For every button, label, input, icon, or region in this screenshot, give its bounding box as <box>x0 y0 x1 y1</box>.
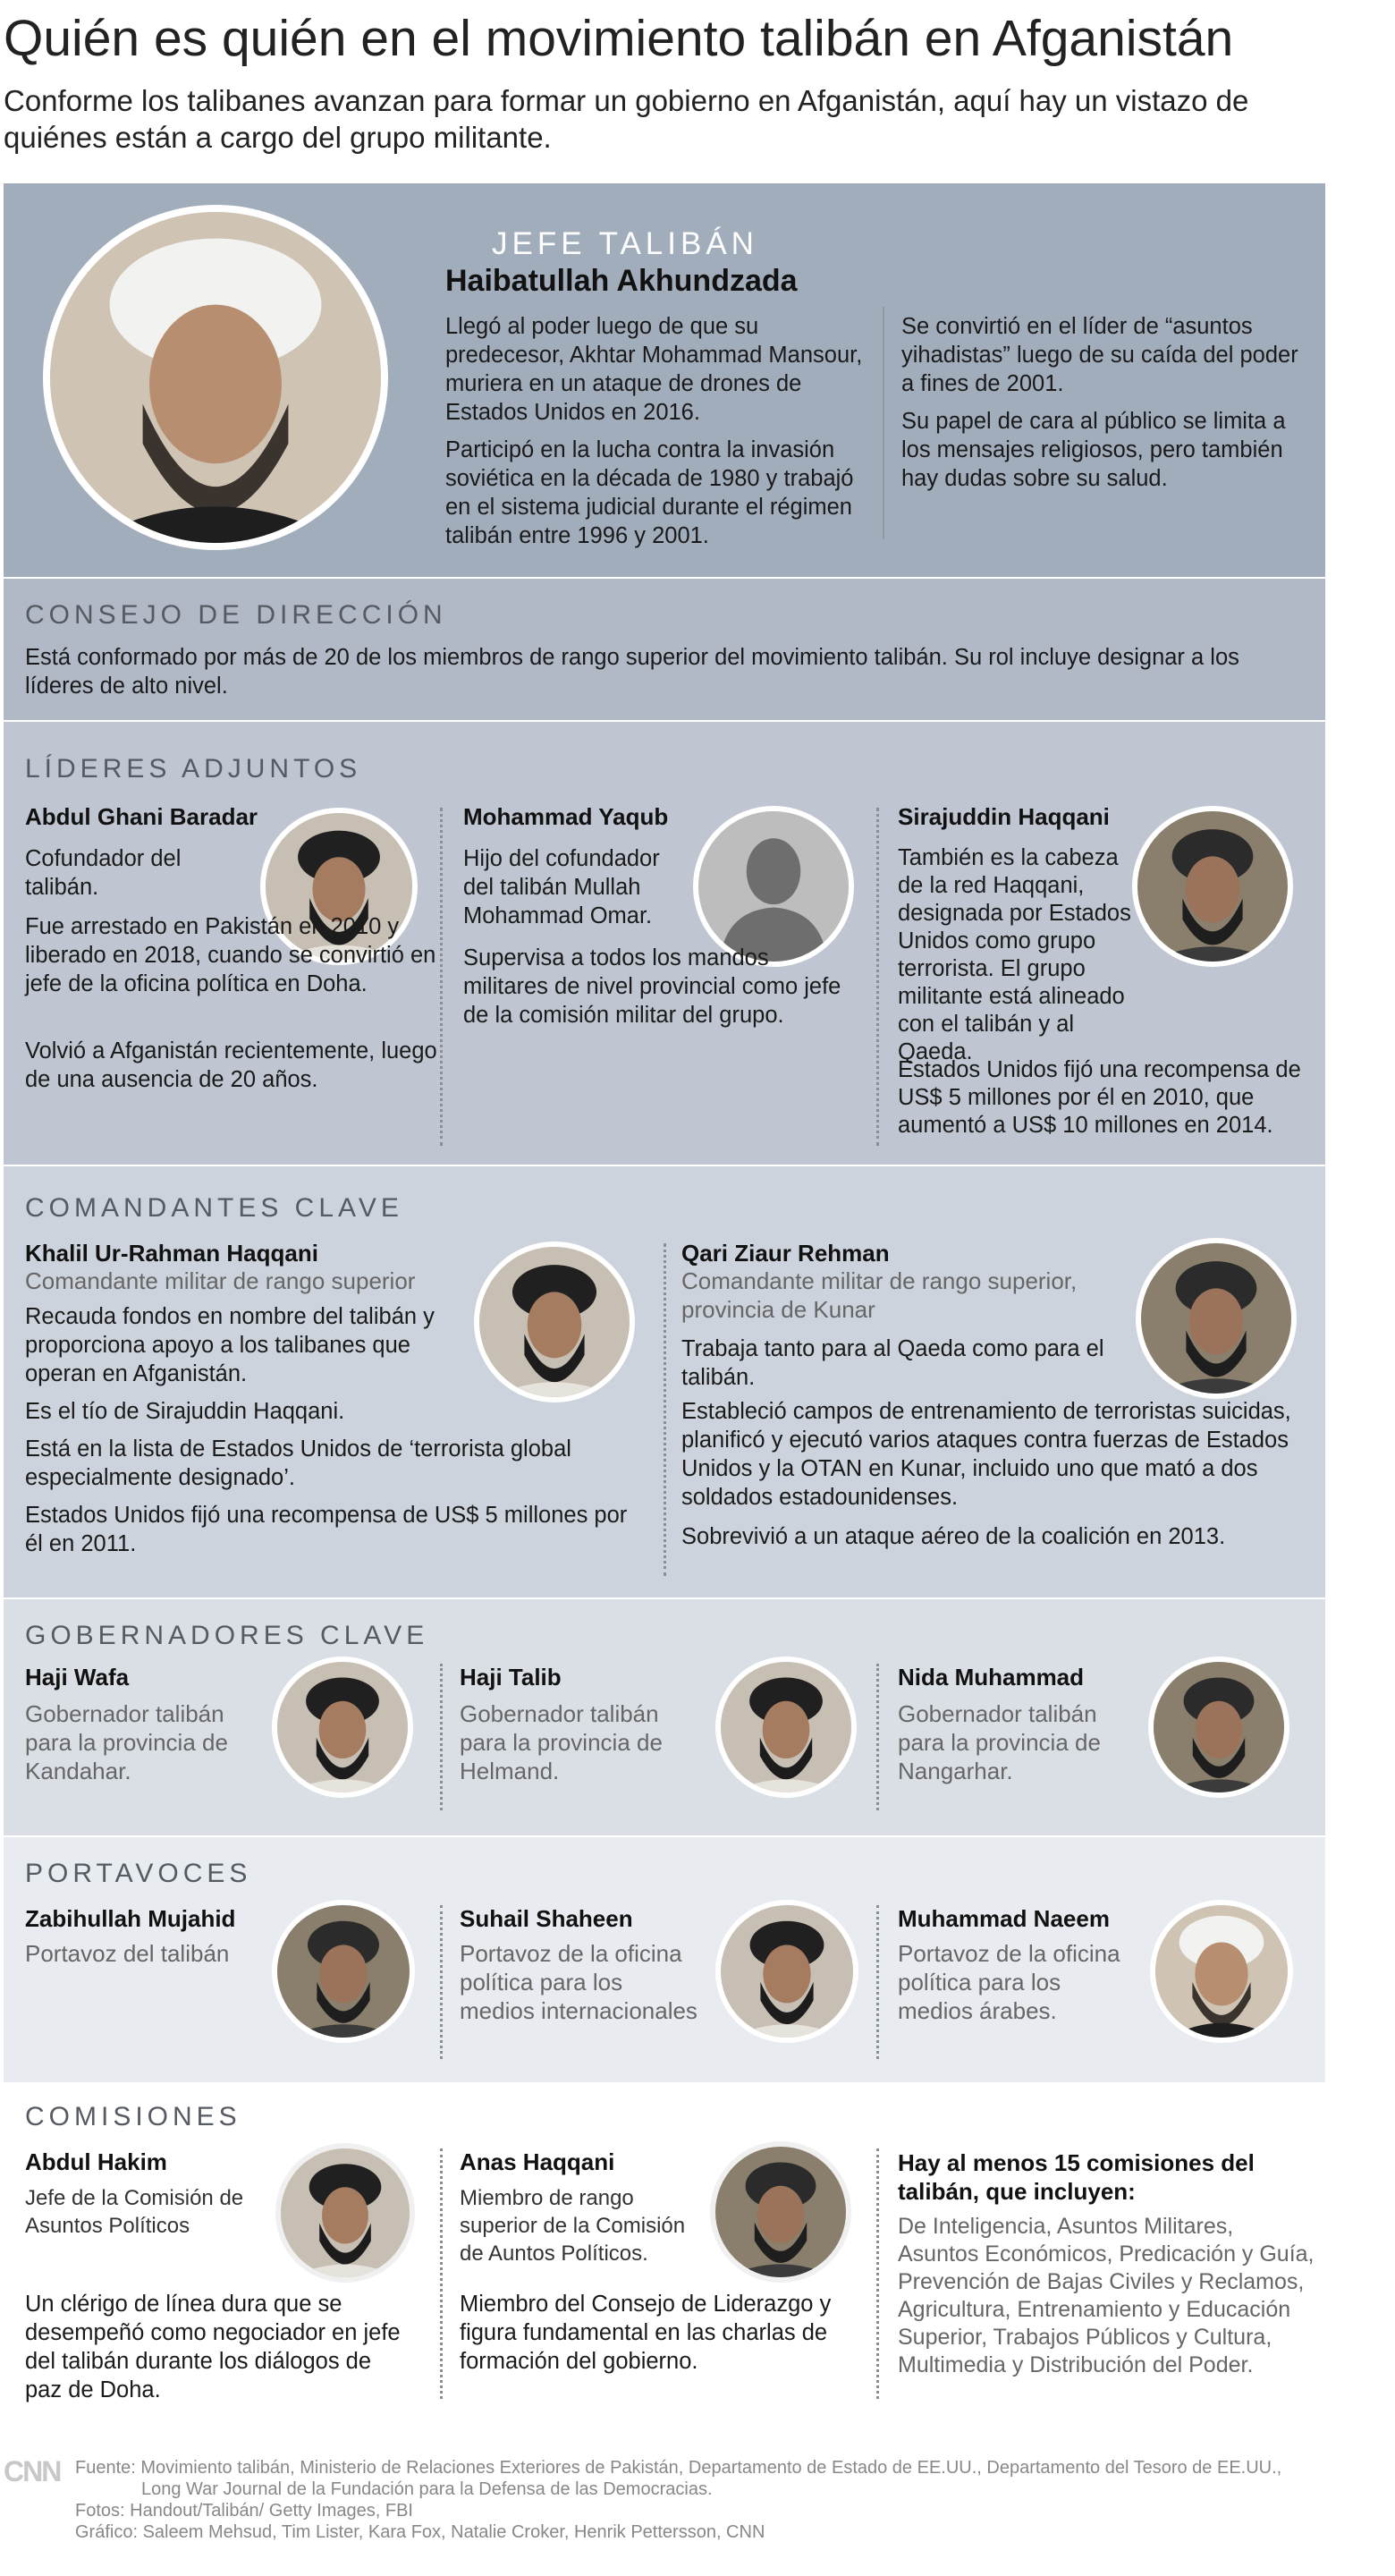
deputy-name: Mohammad Yaqub <box>463 803 669 830</box>
footer-photos: Fotos: Handout/Talibán/ Getty Images, FBI <box>75 2501 413 2521</box>
section-title-commanders: COMANDANTES CLAVE <box>25 1193 403 1223</box>
commander-name: Qari Ziaur Rehman <box>681 1240 890 1267</box>
commander-role: Comandante militar de rango superior, provincia de Kunar <box>681 1267 1078 1323</box>
column-divider <box>876 2148 879 2399</box>
page-title: Quién es quién en el movimiento talibán en Afganistán <box>4 10 1234 67</box>
spokesmen-section <box>4 1835 1325 2082</box>
portrait-photo-talib <box>715 1657 857 1798</box>
governor-role: Gobernador talibán para la provincia de Nangarhar. <box>898 1700 1101 1784</box>
chief-paragraph-3: Se convirtió en el líder de “asuntos yihadistas” luego de su caída del poder a fines de 2001. <box>901 314 1298 396</box>
commander-text: Está en la lista de Estados Unidos de ‘terrorista global especialmente designado’. <box>25 1436 571 1490</box>
column-divider <box>876 808 879 1146</box>
section-title-governors: GOBERNADORES CLAVE <box>25 1621 429 1650</box>
spokesman-name: Zabihullah Mujahid <box>25 1905 236 1932</box>
commission-member-text: Miembro del Consejo de Liderazgo y figura fundamental en las charlas de formación del gobierno. <box>460 2292 832 2374</box>
chief-paragraph-2: Participó en la lucha contra la invasión soviética en la década de 1980 y trabajó en el sistema judicial durante el régimen talibán entre 1996 y 2001. <box>445 437 854 548</box>
section-title-commissions: COMISIONES <box>25 2102 241 2131</box>
commissions-section <box>4 2082 1325 2422</box>
commander-text: Recauda fondos en nombre del talibán y proporciona apoyo a los talibanes que operan en Afganistán. <box>25 1304 435 1386</box>
chief-paragraph-1: Llegó al poder luego de que su predecesor, Akhtar Mohammad Mansour, muriera en un ataque de drones de Estados Unidos en 2016. <box>445 314 863 425</box>
chief-divider <box>883 307 884 539</box>
portrait-photo-hakim <box>275 2143 415 2283</box>
chief-label: JEFE TALIBÁN <box>492 226 758 261</box>
spokesman-role: Portavoz de la oficina política para los medios árabes. <box>898 1940 1120 2024</box>
portrait-photo-qari <box>1136 1238 1297 1399</box>
portrait-photo-zabihullah <box>272 1900 415 2043</box>
commander-text: Estableció campos de entrenamiento de terroristas suicidas, planificó y ejecutó varios ataques contra fuerzas de Estados Unidos y la OTAN en Kunar, incluido uno que mató a dos soldados estadounidenses. <box>681 1399 1291 1510</box>
footer-source-2: Long War Journal de la Fundación para la Defensa de las Democracias. <box>141 2479 713 2499</box>
governor-name: Nida Muhammad <box>898 1664 1085 1690</box>
deputy-text: Volvió a Afganistán recientemente, luego de una ausencia de 20 años. <box>25 1038 437 1092</box>
spokesman-role: Portavoz del talibán <box>25 1940 230 1967</box>
column-divider <box>440 808 443 1146</box>
portrait-photo-wafa <box>272 1657 413 1798</box>
deputy-text: Estados Unidos fijó una recompensa de US$ 5 millones por él en 2010, que aumentó a US$ 10 millones en 2014. <box>898 1057 1301 1138</box>
column-divider <box>876 1664 879 1810</box>
deputy-name: Abdul Ghani Baradar <box>25 803 258 830</box>
column-divider <box>440 2148 443 2399</box>
governors-section <box>4 1597 1325 1835</box>
spokesman-name: Suhail Shaheen <box>460 1905 633 1932</box>
deputy-text: Hijo del cofundador del talibán Mullah Mohammad Omar. <box>463 846 660 928</box>
column-divider <box>440 1905 443 2059</box>
commissions-summary-title: Hay al menos 15 comisiones del talibán, que incluyen: <box>898 2149 1255 2205</box>
council-section <box>4 577 1325 720</box>
commander-text: Trabaja tanto para al Qaeda como para el talibán. <box>681 1336 1104 1390</box>
commission-member-name: Abdul Hakim <box>25 2148 167 2175</box>
commission-member-text: Un clérigo de línea dura que se desempeñó como negociador en jefe del talibán durante los diálogos de paz de Doha. <box>25 2292 401 2402</box>
council-text: Está conformado por más de 20 de los miembros de rango superior del movimiento talibán. Su rol incluye designar a los líderes de alto nivel. <box>25 645 1239 699</box>
governor-name: Haji Talib <box>460 1664 562 1690</box>
section-title-spokesmen: PORTAVOCES <box>25 1859 252 1888</box>
cnn-logo-icon: CNN <box>4 2455 61 2487</box>
commander-text: Estados Unidos fijó una recompensa de US$ 5 millones por él en 2011. <box>25 1503 628 1556</box>
chief-section <box>4 183 1325 577</box>
deputy-text: Supervisa a todos los mandos militares de nivel provincial como jefe de la comisión militar del grupo. <box>463 945 841 1028</box>
deputy-text: También es la cabeza de la red Haqqani, designada por Estados Unidos como grupo terrorista. El grupo militante está alineado con el talibán y al Qaeda. <box>898 845 1131 1064</box>
portrait-photo-sirajuddin <box>1132 806 1293 967</box>
spokesman-name: Muhammad Naeem <box>898 1905 1110 1932</box>
portrait-photo-nida <box>1148 1657 1289 1798</box>
section-title-council: CONSEJO DE DIRECCIÓN <box>25 600 447 630</box>
portrait-photo-khalil <box>474 1241 635 1402</box>
section-title-deputies: LÍDERES ADJUNTOS <box>25 754 362 784</box>
chief-name: Haibatullah Akhundzada <box>445 264 798 298</box>
portrait-photo-naeem <box>1150 1900 1293 2043</box>
column-divider <box>876 1905 879 2059</box>
footer-graphic: Gráfico: Saleem Mehsud, Tim Lister, Kara Fox, Natalie Croker, Henrik Pettersson, CNN <box>75 2522 765 2542</box>
portrait-photo-suhail <box>715 1900 858 2043</box>
commission-member-role: Miembro de rango superior de la Comisión de Auntos Políticos. <box>460 2186 686 2266</box>
governor-role: Gobernador talibán para la provincia de Kandahar. <box>25 1700 228 1784</box>
commander-text: Es el tío de Sirajuddin Haqqani. <box>25 1399 345 1424</box>
commander-text: Sobrevivió a un ataque aéreo de la coalición en 2013. <box>681 1524 1226 1549</box>
deputy-text: Cofundador del talibán. <box>25 846 182 900</box>
deputies-section <box>4 720 1325 1165</box>
portrait-photo-anas <box>710 2141 851 2283</box>
commission-member-role: Jefe de la Comisión de Asuntos Políticos <box>25 2186 244 2238</box>
governor-name: Haji Wafa <box>25 1664 130 1690</box>
footer-source: Fuente: Movimiento talibán, Ministerio de Relaciones Exteriores de Pakistán, Departamento de Estado de EE.UU., Departamento del Tesoro de EE.UU., <box>75 2458 1282 2478</box>
commissions-summary-text: De Inteligencia, Asuntos Militares, Asuntos Económicos, Predicación y Guía, Prevención de Bajas Civiles y Reclamos, Agricultura, Entrenamiento y Educación Superior, Trabajos Públicos y Cultura, Multimedia y Distribución del Poder. <box>898 2214 1315 2377</box>
header <box>0 0 1395 183</box>
deputy-text: Fue arrestado en Pakistán en 2010 y liberado en 2018, cuando se convirtió en jefe de la oficina política en Doha. <box>25 914 436 996</box>
commander-name: Khalil Ur-Rahman Haqqani <box>25 1240 318 1267</box>
page-subtitle: Conforme los talibanes avanzan para formar un gobierno en Afganistán, aquí hay un vistazo de quiénes están a cargo del grupo militante. <box>4 84 1249 154</box>
deputy-name: Sirajuddin Haqqani <box>898 803 1110 830</box>
portrait-photo-haibatullah <box>43 205 388 550</box>
column-divider <box>664 1243 666 1576</box>
column-divider <box>440 1664 443 1810</box>
commission-member-name: Anas Haqqani <box>460 2148 615 2175</box>
commanders-section <box>4 1165 1325 1597</box>
commander-role: Comandante militar de rango superior <box>25 1267 416 1294</box>
silhouette-icon-yaqub <box>693 806 854 967</box>
governor-role: Gobernador talibán para la provincia de Helmand. <box>460 1700 663 1784</box>
spokesman-role: Portavoz de la oficina política para los medios internacionales <box>460 1940 698 2024</box>
chief-paragraph-4: Su papel de cara al público se limita a los mensajes religiosos, pero también hay dudas sobre su salud. <box>901 409 1286 491</box>
